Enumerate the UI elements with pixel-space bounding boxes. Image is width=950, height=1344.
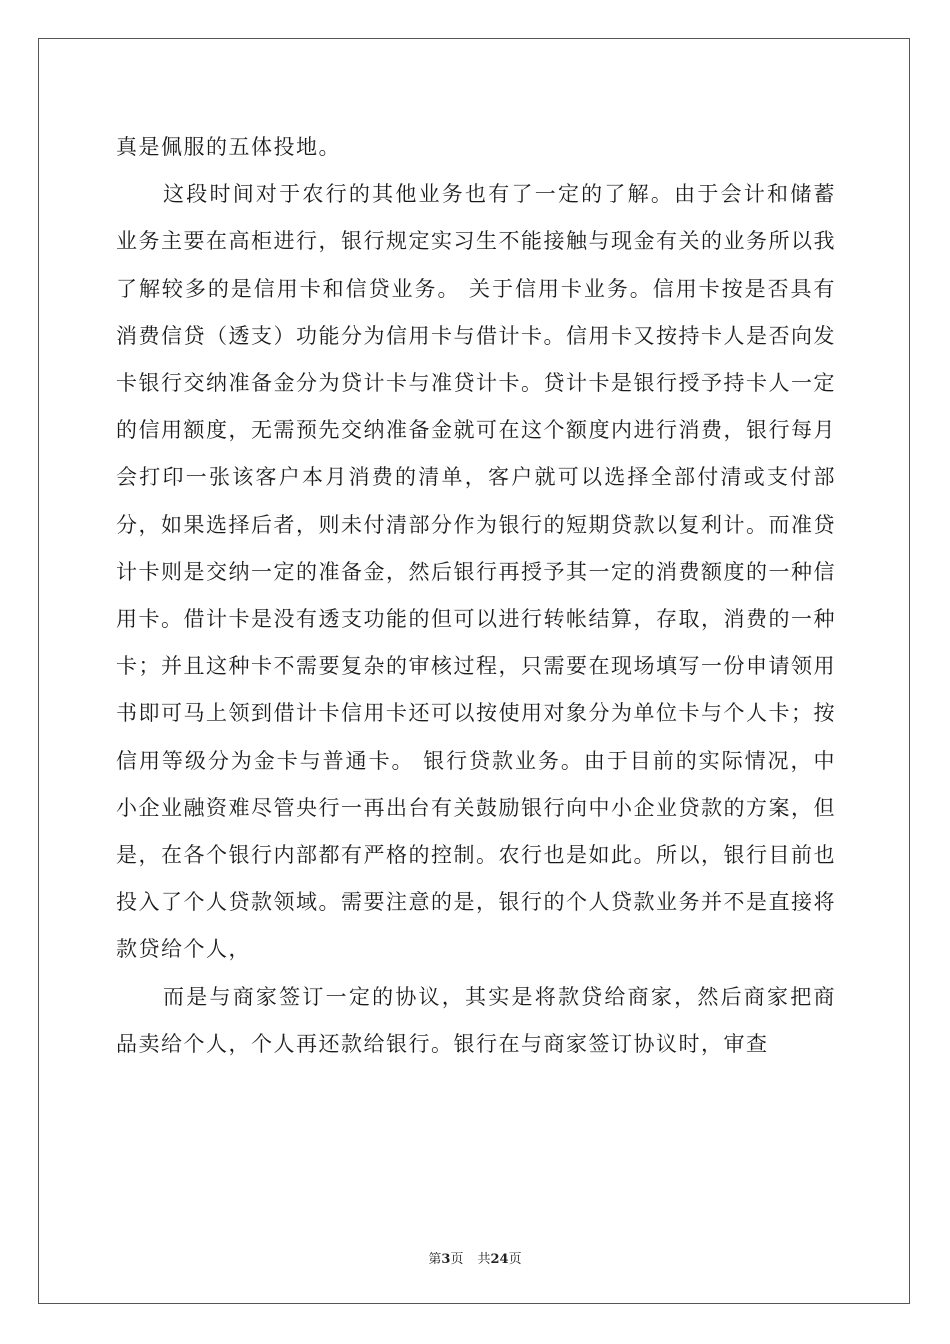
page-prefix: 第 [428, 1252, 442, 1267]
paragraph-1: 真是佩服的五体投地。 [116, 135, 341, 159]
page-number: 3 [441, 1252, 451, 1267]
total-pages: 24 [490, 1252, 509, 1267]
paragraph-2: 这段时间对于农行的其他业务也有了一定的了解。由于会计和储蓄业务主要在高柜进行，银行规定实习生不能接触与现金有关的业务所以我了解较多的是信用卡和信贷业务。 关于信用卡业务。信用卡按是否具有消费信贷（透支）功能分为信用卡与借计卡。信用卡又按持卡人是否向发卡银行交纳准备金分为贷计卡与准贷计卡。贷计卡是银行授予持卡人一定的信用额度，无需预先交纳准备金就可在这个额度内进行消费，银行每月会打印一张该客户本月消费的清单，客户就可以选择全部付清或支付部分，如果选择后者，则未付清部分作为银行的短期贷款以复利计。而准贷计卡则是交纳一定的准备金，然后银行再授予其一定的消费额度的一种信用卡。借计卡是没有透支功能的但可以进行转帐结算，存取，消费的一种卡；并且这种卡不需要复杂的审核过程，只需要在现场填写一份申请领用书即可马上领到借计卡信用卡还可以按使用对象分为单位卡与个人卡；按信用等级分为金卡与普通卡。 银行贷款业务。由于目前的实际情况，中小企业融资难尽管央行一再出台有关鼓励银行向中小企业贷款的方案，但是，在各个银行内部都有严格的控制。农行也是如此。所以，银行目前也投入了个人贷款领域。需要注意的是，银行的个人贷款业务并不是直接将款贷给个人， [116, 182, 836, 962]
total-prefix: 共 [477, 1252, 491, 1267]
document-body [116, 124, 836, 1068]
paragraph-3: 而是与商家签订一定的协议，其实是将款贷给商家，然后商家把商品卖给个人，个人再还款给银行。银行在与商家签订协议时，审查 [116, 984, 836, 1056]
total-suffix: 页 [508, 1252, 522, 1267]
page-suffix: 页 [450, 1252, 464, 1267]
page-footer [0, 1248, 950, 1267]
